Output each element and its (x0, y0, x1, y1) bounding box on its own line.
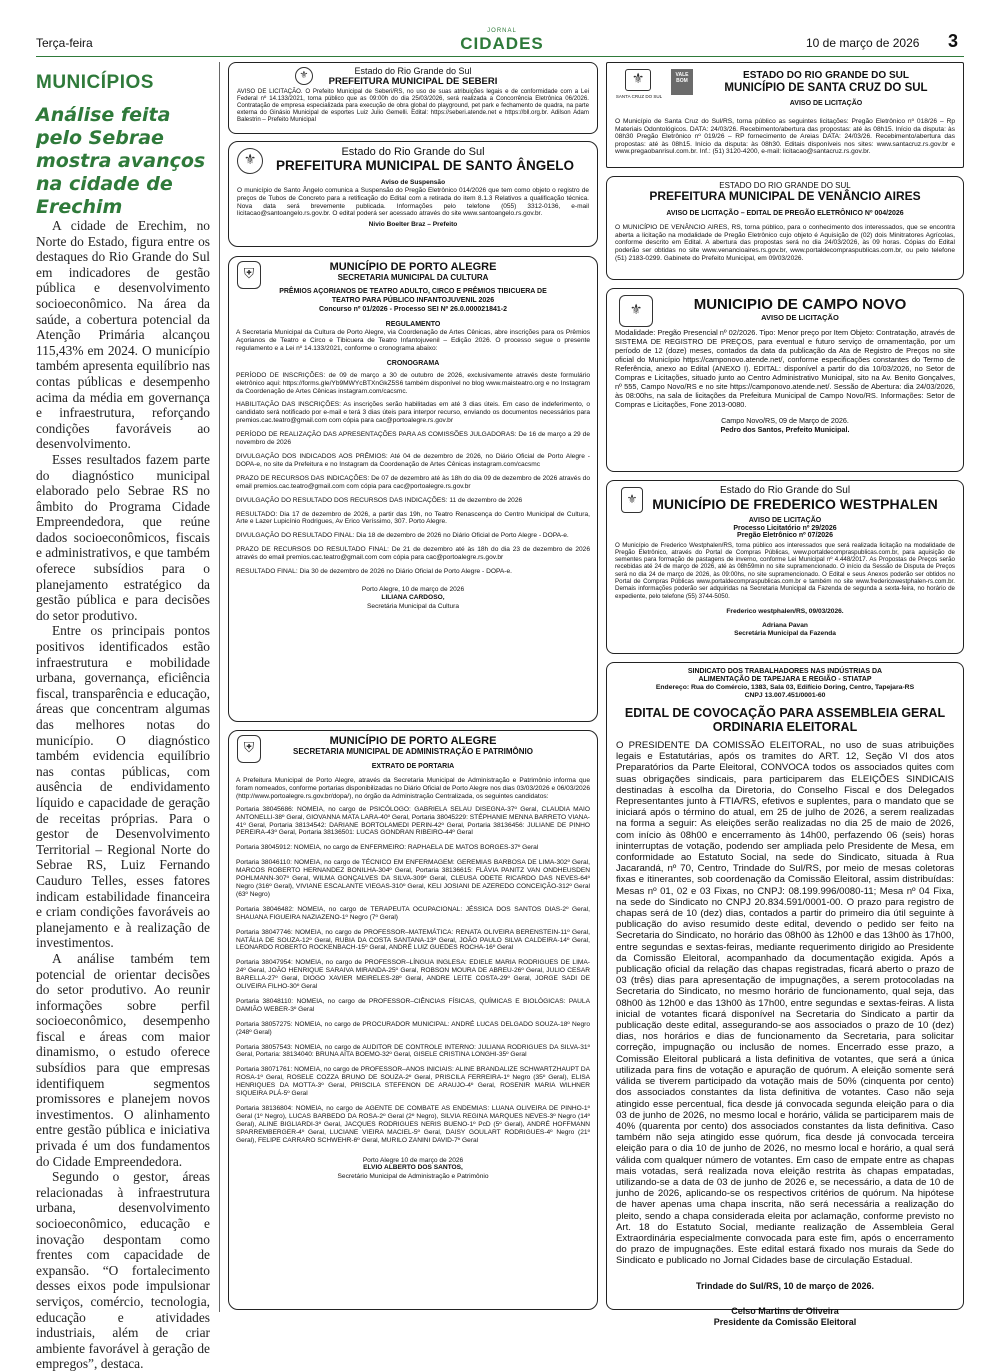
page-number: 3 (948, 31, 959, 51)
notice-title: PREFEITURA MUNICIPAL DE SEBERI (328, 76, 498, 87)
notice-item: Portaria 38045686: NOMEIA, no cargo de PSICÓLOGO: GABRIELA SELAU DISEGNA-37º Geral, CLAUDIA MAIO ANTONELLI-38º Geral, GIOVANNA MATA LARA-40º Geral, Portaria 38045229: STÉPHANIE MENNA BARRETO VIANA-41º Geral, Portaria 38134542: DARIANE BORTOLAMEDI PERIN-42º Geral, Portaria 38136456: JULIANE DE PINHO PEREIRA-43º Geral, Portaria 38136501: LUCAS GONDRAN RIBEIRO-44º Geral (236, 805, 590, 837)
union-cnpj: CNPJ 13.007.451/0001-60 (744, 692, 826, 699)
notice-state: Estado do Rio Grande do Sul (719, 485, 851, 496)
notice-place-date: Campo Novo/RS, 09 de Março de 2026. (721, 416, 849, 425)
notice-subtitle: AVISO DE LICITAÇÃO – EDITAL DE PREGÃO ELETRÔNICO Nº 004/2026 (666, 210, 904, 217)
notice-pregao: Pregão Eletrônico nº 07/2026 (737, 532, 833, 539)
notice-section-title: REGULAMENTO (385, 321, 441, 328)
notice-section-title: CRONOGRAMA (386, 359, 440, 367)
edital-title: EDITAL DE COVOCAÇÃO PARA ASSEMBLEIA GERAL (624, 706, 946, 720)
coat-of-arms-icon: ⚜ (295, 67, 313, 85)
notice-state: Estado do Rio Grande do Sul (341, 146, 485, 158)
notice-title: PREFEITURA MUNICIPAL DE VENÂNCIO AIRES (649, 189, 921, 203)
notice-sindicato (606, 662, 964, 1327)
vale-bom-logo: VALE BOM (671, 69, 693, 95)
newspaper-logo (452, 28, 552, 53)
notice-santo-angelo (228, 141, 598, 247)
header-date: 10 de março de 2026 (806, 36, 920, 50)
notice-subtitle: SECRETARIA MUNICIPAL DA CULTURA (337, 273, 489, 282)
notice-body: O Município de Frederico Westphalen/RS, torna público aos interessados que será realizada licitação na modalidade de Pregão Eletrônico, através do Portal de Compras Públicas, www.portaldecompraspublicas.com.br, para aquisição de sementes para formação de pastagens de inverno, conforme Lei Municipal nº 4.448/2017. As Propostas de Preços serão recebidas até 24 de março de 2026, até às 08h59min no site supramencionado. O início da Sessão de Disputa de Preços será no dia 24 de março de 2026, às 09:00hs, no site supramencionado. O Edital e seus Anexos poderão ser obtidos no Portal de Compras Públicas www.portaldecompraspublicas.com.br e também no site www.fredericowestphalen-rs.com.br. Demais informações poderão ser adquiridas na Secretaria Municipal da Fazenda de segunda a sexta-feira, no horário de expediente, pelo telefone (55) 3744-5050. (615, 541, 955, 600)
notice-body: O Município de Santa Cruz do Sul/RS, torna público as seguintes licitações: Pregão Eletrônico nº 018/26 – Rp Materiais Odontológicos. DATA: 24/03/26. Recebimento/abertura das propostas: até às 08h15. Início da disputa: às 08h30 Pregão Eletrônico nº 019/26 – RP fornecimento de Areias DATA: 24/03/26. Recebimento/abertura das propostas: até às 08h15. Início da disputa: às 08h30. Editais disponíveis nos sites: www.santacruz.rs.gov.br e www.pregaobanrisul.com.br. Inf.: (51) 3120-4200, e-mail: licitacao@santacruz.rs.gov.br. (615, 118, 955, 156)
notice-title: MUNICIPIO DE CAMPO NOVO (693, 296, 907, 313)
notice-item: Portaria 38047746: NOMEIA, no cargo de PROFESSOR–MATEMÁTICA: RENATA OLIVEIRA BERENSTEIN-11º Geral, NATÁLIA DE SOUZA-12º Geral, RUBIA DA COSTA SANTANA-13º Geral, JOÃO PAULO SILVA CALDEIRA-14º Geral, LEONARDO ROBERTO ROCKENBACH-15º Geral, ANDRÉ LUIZ GUEDES ROCHA-16º Geral (236, 928, 590, 952)
notice-item: Portaria 38057275: NOMEIA, no cargo de PROCURADOR MUNICIPAL: ANDRÉ LUCAS DELGADO SOUZA-18º Negro (248º Geral) (236, 1020, 590, 1036)
notice-santa-cruz (606, 62, 964, 168)
notice-place-date: Porto Alegre 10 de março de 2026 (362, 1156, 464, 1164)
notice-paragraph: A Secretaria Municipal da Cultura de Porto Alegre, via Coordenação de Artes Cênicas, abre inscrições para os Prêmios Açorianos de Teatro e Circo e Tibicuera de Teatro Infantojuvenil – Edição 2026. O processo segue o presente regulamento e a Lei nº 14.133/2021, conforme o cronograma abaixo: (236, 329, 590, 352)
notice-signature: ELVIO ALBERTO DOS SANTOS, (363, 1164, 463, 1172)
notice-subtitle: AVISO DE LICITAÇÃO (748, 517, 822, 524)
notice-item: Portaria 38046482: NOMEIA, no cargo de TERAPEUTA OCUPACIONAL: JÉSSICA DOS SANTOS DIAS-2º Geral, SHAUANA FIGUEIRA NAZIAZENO-1º Negro (7º Geral) (236, 905, 590, 921)
notice-item: DIVULGAÇÃO DO RESULTADO FINAL: Dia 18 de dezembro de 2026 no Diário Oficial de Porto Alegre - DOPA-e. (236, 532, 569, 540)
header-day: Terça-feira (36, 36, 93, 50)
coat-of-arms-icon: ⛨ (237, 735, 261, 763)
notice-item: PERÍODO DE REALIZAÇÃO DAS APRESENTAÇÕES PARA AS COMISSÕES JULGADORAS: De 16 de março a 29 de novembro de 2026 (236, 431, 590, 447)
article-headline: Análise feita pelo Sebrae mostra avanços na cidade de Erechim (36, 104, 206, 218)
header-rule (36, 56, 964, 57)
notice-state: Estado do Rio Grande do Sul (354, 66, 472, 76)
notice-paragraph: A Prefeitura Municipal de Porto Alegre, através da Secretaria Municipal de Administração e Patrimônio informa que foram nomeados, conforme portarias disponibilizadas no Diário Oficial de Porto Alegre nos dias 03/03/2026 e 06/03/2026 (http://www.portoalegre.rs.gov.br/dopa/), no órgão da Administração Centralizada, os seguintes candidatos: (236, 777, 590, 800)
notice-item: Portaria 38046110: NOMEIA, no cargo de TÉCNICO EM ENFERMAGEM: GEREMIAS BARBOSA DE LIMA-302º Geral, MARCOS ROBERTO HERNANDEZ BONILHA-304º Geral, Portaria 38136615: FLÁVIA PANITZ VAN ONDHEUSDEN POHLMANN-307º Geral, WILMA GONÇALVES DA SILVA-309º Geral, CLEUSA ODETE RICARDO DAS NEVES-64º Negro (316º Geral), VIVIANE ESCALANTE VIEGAS-310º Geral, KELI JOSIANI DE AZEREDO CONCEIÇÃO-312º Geral (63º Negro) (236, 859, 590, 898)
seal-caption: SANTA CRUZ DO SUL (615, 94, 663, 99)
article-paragraph: A cidade de Erechim, no Norte do Estado, figura entre os destaques do Rio Grande do Sul em indicadores de gestão pública e desenvolvimento socioeconômico. Na área da saúde, a cobertura potencial da Atenção Primária alcançou 115,43% em 2024. O município também apresenta equilíbrio nas contas públicas e desempenho acima da média em governança e infraestrutura, reforçando condições favoráveis ao desenvolvimento. (36, 218, 210, 452)
notice-item: Portaria 38057543: NOMEIA, no cargo de AUDITOR DE CONTROLE INTERNO: JULIANA RODRIGUES DA SILVA-31º Geral, Portaria: 38134040: BRUNA AITA BOEMO-32º Geral, GISELE CRISTINA LONGHI-35º Geral (236, 1043, 590, 1059)
section-title: MUNICÍPIOS (36, 72, 154, 93)
article-paragraph: Segundo o gestor, áreas relacionadas à infraestrutura urbana, desenvolvimento socioeconômico, educação e inovação despontam como frentes com capacidade de expansão. “O fortalecimento desses eixos pode impulsionar serviços, comércio, tecnologia, educação e atividades industriais, além de criar ambiente favorável à geração de empregos”, destaca. (36, 1169, 210, 1372)
edital-place-date: Trindade do Sul/RS, 10 de março de 2026. (695, 1280, 875, 1291)
notice-title: MUNICÍPIO DE SANTA CRUZ DO SUL (724, 82, 928, 94)
notice-subtitle: SECRETARIA MUNICIPAL DE ADMINISTRAÇÃO E PATRIMÔNIO (293, 747, 533, 756)
notice-process: Processo Licitatório nº 29/2026 (733, 524, 837, 532)
notice-place-date: Frederico westphalen/RS, 09/03/2026. (726, 607, 844, 615)
notice-signature-role: Secretária Municipal da Fazenda (734, 629, 836, 637)
notice-item: RESULTADO: Dia 17 de dezembro de 2026, a partir das 19h, no Teatro Renascença do Centro Municipal de Cultura, Arte e Lazer Lupicínio Rodrigues, Av Erico Veríssimo, 307. Porto Alegre. (236, 510, 590, 526)
notice-body: O município de Santo Ângelo comunica a Suspensão do Pregão Eletrônico 014/2026 que tem como objeto o registro de preços de Tubos de Concreto para a retificação do Edital com a retirada do item 8.1.3 Relativos a qualificação técnica. Nova data será brevemente publicada. Informações pelo telefone (055) 3312-0136, e-mail licitacao@santoangelo.rs.gov.br. O edital poderá ser acessado através do site www.santoangelo.rs.gov.br. (237, 186, 589, 218)
notice-signature: LILIANA CARDOSO, (381, 593, 445, 601)
notice-frederico-westphalen (606, 480, 964, 654)
notice-state: ESTADO DO RIO GRANDE DO SUL (743, 70, 909, 81)
notice-signature: Nivio Boelter Braz – Prefeito (368, 221, 458, 229)
notice-body: AVISO DE LICITAÇÃO. O Prefeito Municipal de Seberi/RS, no uso de suas atribuições legais e de conformidade com a Lei Federal nº 14.133/2021, torna público que as 09:00h do dia 25/03/2026, será realizada a Concorrência Eletrônica 06/2026. Contratação de empresa especializada para execução de obra global do playground, pet park e fechamento de quadra, na parte externa do Ginásio Municipal de esportes Luiz Julio Gemelli. Edital: https://seberi.atende.net e https://bll.org.br. Adilson Adam Balestrin – Prefeito Municipal (237, 88, 589, 123)
notice-item: RESULTADO FINAL: Dia 30 de dezembro de 2026 no Diário Oficial de Porto Alegre - DOPA-e. (236, 568, 512, 576)
edital-signature-role: Presidente da Comissão Eleitoral (713, 1316, 857, 1327)
notice-poa-cultura (228, 256, 598, 722)
coat-of-arms-icon: ⚜ (625, 69, 651, 91)
notice-signature: Adriana Pavan (762, 621, 808, 629)
notice-title: MUNICÍPIO DE PORTO ALEGRE (329, 735, 497, 747)
union-address: Endereço: Rua do Comércio, 1383, Sala 03, Edifício Doring, Centro, Tapejara-RS (655, 684, 915, 691)
notice-item: HABILITAÇÃO DAS INSCRIÇÕES: As inscrições serão habilitadas em até 3 dias úteis. Em caso de indeferimento, o candidato será notificado por e-mail e terá 3 dias úteis para interpor recurso, enviando os documentos necessários para premios.cac.teatro@gmail.com com cópia para cac@portoalegre.rs.gov.br (236, 401, 590, 425)
union-name-line: ALIMENTAÇÃO DE TAPEJARA E REGIÃO - STIATAP (698, 676, 872, 683)
notice-title: MUNICÍPIO DE FREDERICO WESTPHALEN (652, 496, 938, 512)
notice-item: Portaria 38047954: NOMEIA, no cargo de PROFESSOR–LÍNGUA INGLESA: EDIELE MARIA RODRIGUES DE LIMA-24º Geral, JOÃO HENRIQUE SARAIVA MIRANDA-25º Geral, ROBSON MOURA DE ABREU-26º Geral, JULIO CESAR BARELLA-27º Geral, DIOGO XAVIER MEIRELES-28º Geral, ANDRE LEITE COSTA-29º Geral, JORGE SADI DE OLIVEIRA FILHO-30º Geral (236, 959, 590, 991)
notice-poa-adm (228, 730, 598, 1310)
edital-body: O PRESIDENTE DA COMISSÃO ELEITORAL, no uso de suas atribuições legais e Estatutárias, após os tramites do ART. 12, Seção VI dos atos Preparatórios da Parte Eleitoral, CONVOCA todos os associados quites com suas obrigações sindicais, para participarem das ELEIÇÕES SINDICAIS destinadas à escolha da Diretoria, do Conselho Fiscal e dos Delegados Representantes junto à FTIA/RS, efetivos e suplentes, para o mandato que se iniciará após o término do atual, em 25 de julho de 2026, a serem realizadas na forma a seguir: As eleições serão realizadas no dia 25 de maio de 2026, com início às 08h00 e encerramento às 14h00, perfazendo 06 (seis) horas ininterruptas de votação, podendo ser ampliada pelo Presidente de Mesa, em conformidade ao Estatuto Social, na sede do Sindicato, situada à Rua Jacarandá, nº 70, Centro, Trindade do Sul/RS, por meio de mesas coletoras fixas e itinerantes, sob coordenação da Comissão Eleitoral, assim distribuídas: Mesas nº 01, 02 e 03 Fixas, no CNPJ: 08.199.996/0080-11; Mesa nº 04 Fixa, na sede do Sindicato no CNPJ 20.834.591/0001-00. O prazo para registro de chapas será de 10 (dez) dias, contados a partir do primeiro dia útil seguinte à publicação do aviso resumido deste edital, devendo o pedido ser feito na Secretaria do Sindicato, no horário das 08h00 às 12h00 e das 13h00 às 17h00, entre segundas e sextas-feiras, mediante requerimento dirigido ao Presidente da Comissão Eleitoral, acompanhado da documentação exigida. Após a publicação oficial da relação das chapas registradas, ficará aberto o prazo de 03 (três) dias para apresentação de impugnações, a serem protocoladas na Secretaria do Sindicato, no mesmo horário de funcionamento, qual seja, das 08h00 às 12h00 e das 13h00 às 17h00, entre segundas e sextas-feiras. A lista inicial de votantes ficará disponível na Secretaria do Sindicato a partir da publicação deste edital, assegurando-se aos associados o prazo de 10 (dez) dias, nos horários e dias de funcionamento da Secretaria, para solicitar correção, impugnação ou inclusão de nomes. Encerrado esse prazo, a Comissão Eleitoral publicará a lista definitiva de votantes, que será a única utilizada para fins de votação e apuração de quórum. A eleição somente será válida se tiverem participado da votação mais de 50% (cinquenta por cento) dos associados constantes da lista definitiva de votantes. Caso não seja atingido esse percentual, fica desde já convocada segunda eleição para o dia 03 de junho de 2026, no mesmo local e horário, válida se participarem mais de 40% (quarenta por cento) dos associados constantes da lista definitiva. Caso também não seja atingido esse quórum, fica desde já convocada terceira eleição para o dia 10 de junho de 2026, no mesmo local e horário, a qual será válida com qualquer número de votantes. Em caso de empate entre as chapas mais votadas, será realizada nova eleição restrita às chapas empatadas, utilizando-se a data de 03 de junho de 2026 e, se necessário, a data de 10 de junho de 2026, aplicando-se os respectivos critérios de quórum. Na hipótese de haver apenas uma chapa inscrita, não será necessária a realização do pleito, sendo a chapa considerada eleita por aclamação, conforme previsto no Art. 18 do Estatuto Social, mediante realização de Assembleia Geral Extraordinária especialmente convocada para este fim, após o encerramento do prazo de impugnações. Este edital estará fixado nos murais da Sede do Sindicato e publicado no Jornal Cidades base de circulação Estadual. (616, 740, 954, 1267)
article-paragraph: Esses resultados fazem parte do diagnóstico municipal elaborado pelo Sebrae RS no âmbito do Programa Cidade Empreendedora, que reúne dados socioeconômicos, fiscais e administrativos, e que também oferece subsídios para o planejamento estratégico da gestão pública e para decisões do setor produtivo. (36, 451, 210, 623)
notice-seberi (228, 62, 598, 134)
coat-of-arms-icon: ⚜ (619, 295, 653, 327)
notice-place-date: Porto Alegre, 10 de março de 2026 (361, 585, 465, 593)
article-paragraph: Entre os principais pontos positivos identificados estão infraestrutura e mobilidade urbana, governança, eficiência fiscal, transparência e educação, áreas que concentram algumas das melhores notas do município. O diagnóstico também evidencia equilíbrio nas contas públicas, com ausência de endividamento líquido e capacidade de geração de receitas próprias. Para o gestor de Desenvolvimento Territorial – Regional Norte do Sebrae RS, Luiz Fernando Cauduro Telles, esses fatores indicam estabilidade financeira e criam condições favoráveis ao planejamento e à realização de investimentos. (36, 623, 210, 951)
edital-signature: Celso Martins de Oliveira (731, 1305, 839, 1316)
notice-title: MUNICÍPIO DE PORTO ALEGRE (329, 261, 497, 273)
notice-item: Portaria 38071761: NOMEIA, no cargo de PROFESSOR–ANOS INICIAIS: ALINE BRANDALIZE SCHWARTZHAUPT DA ROSA-1º Geral, ROSELE COZZA BRUNO DE SOUZA-2º Geral, PRISCILA FERREIRA-1º Negro (35º Geral), ELISA HENRIQUES DA MOTTA-3º Geral, PRISCILA STEFENON DE ARAUJO-4º Geral, ROSENIR MARIA WILHNER SIQUEIRA PLÁ-5º Geral (236, 1066, 590, 1098)
coat-of-arms-icon: ⚜ (237, 148, 263, 174)
notice-lead: PRÊMIOS AÇORIANOS DE TEATRO ADULTO, CIRCO E PRÊMIOS TIBICUERA DE TEATRO PARA PÚBLICO INFANTOJUVENIL 2026 (279, 288, 547, 304)
coat-of-arms-icon: ⚜ (621, 487, 643, 513)
logo-small-text: JORNAL (487, 28, 517, 34)
notice-item: Portaria 38045912: NOMEIA, no cargo de ENFERMEIRO: RAPHAELA DE MATOS BORGES-37º Geral (236, 844, 539, 852)
logo-big-text: CIDADES (460, 34, 544, 53)
notice-venancio-aires (606, 176, 964, 280)
notice-body: O MUNICÍPIO DE VENÂNCIO AIRES, RS, torna público, para o conhecimento dos interessados, que se encontra aberta a licitação na modalidade de Pregão Eletrônico cujo objeto é Aquisição de (02) dois Minitratores Agrícolas, conforme descrito em Edital. A abertura das propostas será no dia 24/03/2026, às 09 horas. Cópias do Edital poderão ser obtidas no site www.venancioaires.rs.gov.br, www.portaldecompraspublicas.com.br, ou pelo telefone (51) 2183-0299. Gabinete do Prefeito Municipal, em 09/03/2026. (615, 224, 955, 262)
union-name-line: SINDICATO DOS TRABALHADORES NAS INDÚSTRIAS DA (687, 668, 883, 675)
notice-title: PREFEITURA MUNICIPAL DE SANTO ÂNGELO (275, 158, 574, 173)
notice-item: DIVULGAÇÃO DO RESULTADO DOS RECURSOS DAS INDICAÇÕES: 11 de dezembro de 2026 (236, 496, 523, 504)
notice-item: DIVULGAÇÃO DOS INDICADOS AOS PRÊMIOS: Até 04 de dezembro de 2026, no Diário Oficial de Porto Alegre - DOPA-e, no site da Prefeitura e no Instagram da Coordenação de Artes Cênicas instagram.com/cacsmc (236, 452, 590, 468)
notice-concurso: Concurso nº 01/2026 - Processo SEI Nº 26.0.000021841-2 (319, 306, 507, 313)
article-paragraph: A análise também tem potencial de orientar decisões do setor produtivo. Ao reunir informações sobre perfil socioeconômico, desempenho fiscal e áreas com maior dinamismo, o estudo oferece subsídios para que empresas identifiquem segmentos promissores e planejem novos investimentos. O alinhamento entre gestão pública e iniciativa privada é um dos fundamentos do Cidade Empreendedora. (36, 950, 210, 1169)
notice-item: PRAZO DE RECURSOS DAS INDICAÇÕES: De 07 de dezembro até às 18h do dia 09 de dezembro de 2026 através do email premios.cac.teatro@gmail.com com cópia para cac@portoalegre.rs.gov.br (236, 474, 590, 490)
notice-body: Modalidade: Pregão Presencial nº 02/2026. Tipo: Menor preço por Item Objeto: Contratação, através de SISTEMA DE REGISTRO DE PREÇOS, para eventual e futuro serviço de ornamentação, por um período de 12 (doze) meses, contados da data da publicação da Ata de Registro de Preços no site oficial do Município https://camponovo.atende.net/, conforme especificações constantes do Termo de Referência, anexo ao Edital (ANEXO I). EDITAL: disponível a partir do dia 10/03/2026, no Setor de Compras e Licitações, situado junto ao Centro Administrativo Municipal, sito na Av. Benito Gonçalves, nº 555, Campo Novo/RS e no site https://camponovo.atende.net/. Sessão de Abertura: dia 24/03/2026, às 08:00hs, na sala de licitações da Prefeitura Municipal de Campo Novo/RS. Informações: Setor de Compras e Licitações, Fone 2013-0080. (615, 328, 955, 409)
notice-item: Portaria 38048110: NOMEIA, no cargo de PROFESSOR–CIÊNCIAS FÍSICAS, QUÍMICAS E BIOLÓGICAS: PAULA DAMIÃO WEBER-3º Geral (236, 997, 590, 1013)
notice-subtitle: AVISO DE LICITAÇÃO (789, 100, 863, 107)
notice-signature-role: Secretário Municipal de Administração e Patrimônio (337, 1173, 489, 1181)
notice-subtitle: Aviso de Suspensão (380, 179, 446, 186)
notice-signature: Pedro dos Santos, Prefeito Municipal. (720, 424, 850, 434)
edital-title: ORDINARIA ELEITORAL (712, 720, 858, 734)
notice-item: Portaria 38136804: NOMEIA, no cargo de AGENTE DE COMBATE AS ENDEMIAS: LUANA OLIVEIRA DE PINHO-1º Geral (1º Negro), LUCAS BARBEDO DA ROSA-2º Geral (2º Negro), SILVIA REGINA MARQUES NEVES-3º Negro (14º Geral), ALINE BIGLIARDI-3º Geral, JACQUES RODRIGUES NERIS BUENO-1º PcD (5º Geral), ANDRÉ HOFFMANN SPARREMBERGER-4º Geral, LUCIANE VIEIRA MACIEL-5º Geral, DAISY GOULART RODRIGUES-4º Negro (21º Geral), FELIPE CARRARO SCHWEHR-6º Geral, MURILO ZANINI DAVID-7º Geral (236, 1105, 590, 1144)
notice-extrato: EXTRATO DE PORTARIA (371, 763, 455, 770)
column-divider (219, 62, 220, 1312)
notice-state: ESTADO DO RIO GRANDE DO SUL (719, 181, 851, 190)
notice-signature-role: Secretária Municipal da Cultura (367, 602, 459, 610)
notice-subtitle: AVISO DE LICITAÇÃO (761, 313, 839, 322)
article-body (36, 218, 210, 1372)
notice-campo-novo (606, 288, 964, 472)
coat-of-arms-icon: ⛨ (237, 261, 261, 289)
notice-item: PERÍODO DE INSCRIÇÕES: de 09 de março a 30 de outubro de 2026, exclusivamente através deste formulário eletrônico aqui: https://forms.gle/Yb9MWYcBTXnGkZ5S6 também disponível no blog www.maisteatro.org e no Instagram da Coordenação de Artes Cênicas instagram.com/cacsmc. (236, 371, 590, 395)
notice-item: PRAZO DE RECURSOS DO RESULTADO FINAL: De 21 de dezembro até às 18h do dia 23 de dezembro de 2026 através do email premios.cac.teatro@gmail.com com cópia para cac@portoalegre.rs.gov.br (236, 546, 590, 562)
